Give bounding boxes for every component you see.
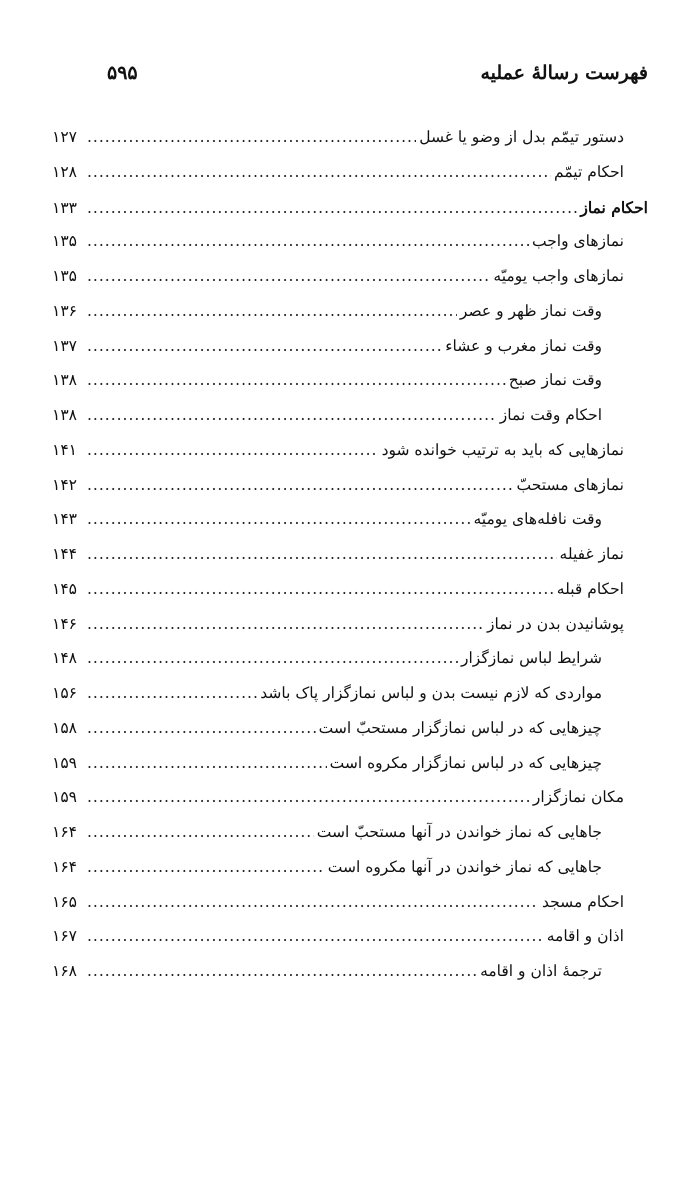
toc-entry-title: دستور تیمّم بدل از وضو یا غسل [419, 128, 624, 146]
toc-leader-dots [87, 267, 490, 285]
toc-entry-page: ۱۴۳ [52, 510, 77, 529]
toc-entry [52, 893, 648, 928]
toc-entry-page: ۱۳۷ [52, 336, 77, 355]
toc-leader-dots [87, 823, 314, 841]
toc-entry-title: نمازهایی که باید به ترتیب خوانده شود [381, 440, 624, 459]
toc-entry [52, 649, 648, 684]
toc-entry-page: ۱۳۸ [52, 406, 77, 424]
toc-entry-title: نمازهای واجب [531, 232, 624, 251]
toc-entry-title: احکام نماز [580, 197, 648, 217]
toc-entry-title: چیزهایی که در لباس نمازگزار مکروه است [329, 753, 602, 772]
toc-entry [52, 788, 648, 823]
toc-entry-page: ۱۵۹ [52, 753, 77, 772]
toc-entry [52, 232, 648, 267]
toc-entry-title: نمازهای واجب یومیّه [493, 267, 624, 285]
toc-leader-dots [87, 302, 457, 320]
toc-leader-dots [87, 371, 506, 389]
toc-leader-dots [87, 232, 529, 250]
toc-leader-dots [87, 615, 484, 633]
toc-entry [52, 510, 648, 545]
toc-entry-title: اذان و اقامه [546, 927, 624, 946]
toc-entry-title: ترجمهٔ اذان و اقامه [480, 962, 602, 980]
toc-entry-page: ۱۴۲ [52, 475, 77, 494]
toc-leader-dots [87, 406, 497, 424]
toc-entry-page: ۱۶۴ [52, 823, 77, 841]
toc-entry-page: ۱۴۵ [52, 579, 77, 598]
toc-entry-page: ۱۴۴ [52, 545, 77, 563]
toc-entry-title: وقت نماز مغرب و عشاء [445, 336, 602, 355]
toc-entry [52, 754, 648, 789]
toc-entry [52, 441, 648, 476]
toc-leader-dots [87, 545, 557, 563]
toc-entry [52, 719, 648, 754]
toc-entry [52, 927, 648, 962]
toc-entry-title: احکام قبله [556, 579, 624, 598]
toc-entry-page: ۱۴۸ [52, 649, 77, 668]
toc-entry-page: ۱۶۵ [52, 892, 77, 911]
toc-entry-page: ۱۳۸ [52, 371, 77, 390]
toc-entry-page: ۱۶۸ [52, 962, 77, 980]
toc-entry [52, 858, 648, 893]
toc-entry [52, 406, 648, 441]
toc-entry-title: احکام تیمّم [554, 162, 624, 181]
toc-entry [52, 302, 648, 337]
toc-entry-page: ۱۵۸ [52, 718, 77, 737]
toc-entry [52, 823, 648, 858]
toc-entry [52, 198, 648, 233]
toc-leader-dots [87, 754, 327, 772]
toc-entry [52, 128, 648, 163]
toc-leader-dots [87, 962, 477, 980]
page-number: ۵۹۵ [107, 62, 138, 84]
toc-entry-title: نمازهای مستحبّ [516, 475, 624, 494]
toc-entry [52, 163, 648, 198]
toc-entry-page: ۱۲۷ [52, 128, 77, 146]
book-title: فهرست رسالهٔ عملیه [480, 62, 648, 84]
toc-entry-page: ۱۴۶ [52, 614, 77, 633]
toc-entry-page: ۱۶۴ [52, 857, 77, 876]
toc-entry [52, 580, 648, 615]
toc-leader-dots [87, 199, 577, 217]
toc-entry [52, 337, 648, 372]
toc-leader-dots [87, 163, 551, 181]
toc-entry-page: ۱۵۶ [52, 684, 77, 702]
toc-entry-title: نماز غفیله [559, 545, 624, 563]
toc-leader-dots [87, 893, 539, 911]
toc-entry-page: ۱۴۱ [52, 440, 77, 459]
toc-leader-dots [87, 476, 514, 494]
toc-leader-dots [87, 649, 458, 667]
toc-entry-title: چیزهایی که در لباس نمازگزار مستحبّ است [318, 718, 602, 737]
toc-entry-title: شرایط لباس نمازگزار [461, 649, 602, 668]
toc-leader-dots [87, 128, 416, 146]
toc-leader-dots [87, 684, 257, 702]
toc-entry [52, 962, 648, 997]
toc-entry [52, 267, 648, 302]
toc-leader-dots [87, 441, 379, 459]
toc-entry-page: ۱۳۳ [52, 198, 77, 217]
toc-leader-dots [87, 510, 471, 528]
toc-entry-page: ۱۲۸ [52, 162, 77, 181]
toc-entry-title: جاهایی که نماز خواندن در آنها مکروه است [327, 857, 602, 876]
toc-entry [52, 476, 648, 511]
toc-entry-page: ۱۳۶ [52, 301, 77, 320]
running-header [52, 62, 648, 96]
toc-entry [52, 684, 648, 719]
toc-leader-dots [87, 927, 544, 945]
toc-entry-page: ۱۶۷ [52, 927, 77, 946]
toc-leader-dots [87, 580, 554, 598]
toc-entry-page: ۱۳۵ [52, 232, 77, 251]
toc-entry-title: وقت نماز ظهر و عصر [459, 301, 602, 320]
toc-entry-title: احکام وقت نماز [499, 406, 602, 424]
toc-entry [52, 545, 648, 580]
toc-entry [52, 371, 648, 406]
toc-entry-page: ۱۵۹ [52, 788, 77, 807]
toc-entry-page: ۱۳۵ [52, 267, 77, 285]
toc-entry-title: احکام مسجد [542, 892, 624, 911]
toc-leader-dots [87, 788, 530, 806]
toc-leader-dots [87, 719, 316, 737]
toc-entry-title: مواردی که لازم نیست بدن و لباس نمازگزار پاک باشد [260, 684, 602, 702]
toc-entry-title: مکان نمازگزار [532, 788, 624, 807]
toc-leader-dots [87, 858, 325, 876]
toc-entry-title: جاهایی که نماز خواندن در آنها مستحبّ است [316, 823, 602, 841]
toc-entry-title: پوشانیدن بدن در نماز [486, 614, 624, 633]
toc-entry [52, 615, 648, 650]
toc-leader-dots [87, 337, 442, 355]
toc-entry-title: وقت نماز صبح [508, 371, 602, 390]
toc-entry-title: وقت نافله‌های یومیّه [473, 510, 602, 529]
table-of-contents [52, 128, 648, 997]
